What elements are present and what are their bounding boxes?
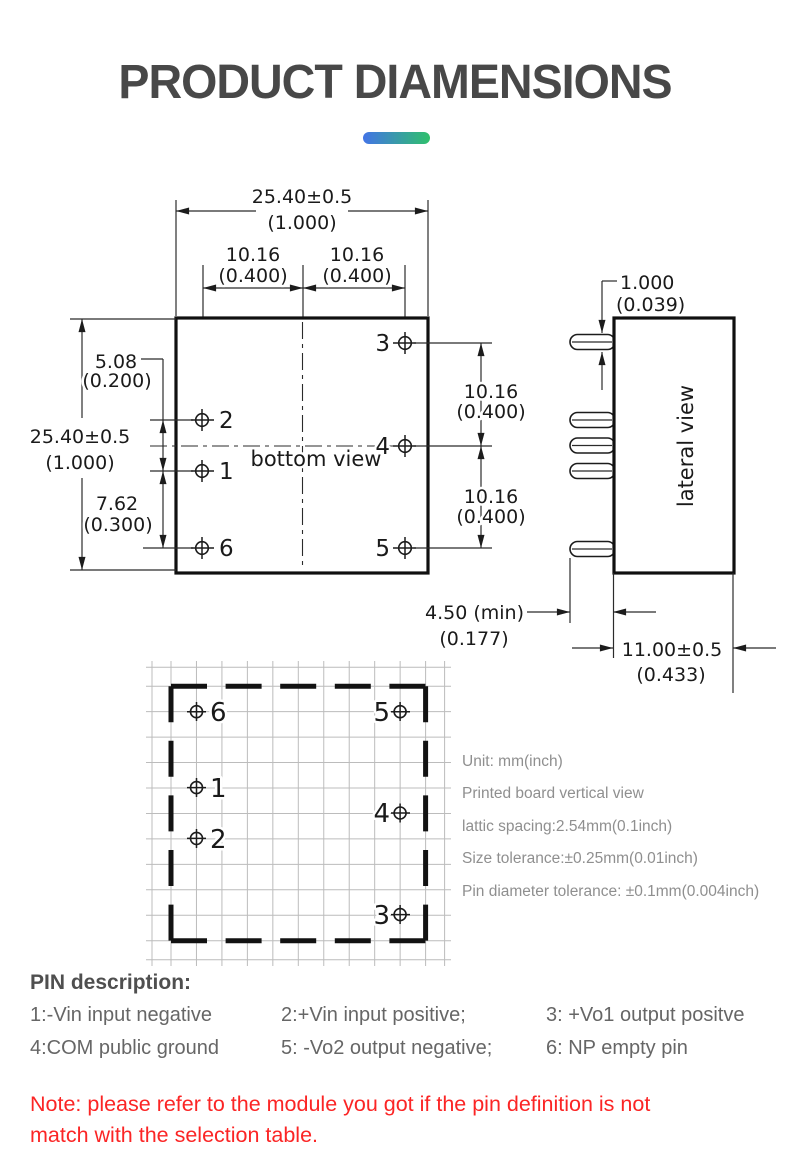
board-pin-6 bbox=[187, 698, 227, 728]
footer-note-line1: Note: please refer to the module you got if the pin definition is not bbox=[30, 1092, 651, 1116]
dim-pin4-pin5-inch: (0.400) bbox=[456, 506, 526, 528]
pin-desc-4: 4:COM public ground bbox=[30, 1037, 219, 1059]
board-pin-4-label: 4 bbox=[373, 799, 390, 829]
note-lattice: lattic spacing:2.54mm(0.1inch) bbox=[462, 817, 673, 835]
dim-height-inch: (1.000) bbox=[45, 452, 115, 474]
dim-pin-length-inch: (0.177) bbox=[439, 628, 509, 650]
bottom-view bbox=[30, 186, 526, 573]
pin-desc-3: 3: +Vo1 output positve bbox=[546, 1004, 745, 1026]
board-pin-1 bbox=[187, 774, 227, 804]
board-pin-5-label: 5 bbox=[373, 698, 390, 728]
dim-pitch-left: 10.16 bbox=[225, 244, 281, 266]
dim-pitch-right-inch: (0.400) bbox=[322, 265, 392, 287]
dim-pin2-pin1: 5.08 bbox=[94, 351, 138, 373]
note-pin-tolerance: Pin diameter tolerance: ±0.1mm(0.004inch) bbox=[462, 882, 760, 900]
pin-2-label: 2 bbox=[219, 408, 234, 434]
dim-pin-thickness: 1.000 bbox=[620, 272, 675, 294]
dim-pin-thickness-inch: (0.039) bbox=[616, 294, 686, 316]
board-pin-2-label: 2 bbox=[210, 825, 227, 855]
dim-pin3-pin4-inch: (0.400) bbox=[456, 401, 526, 423]
dim-width-inch: (1.000) bbox=[267, 212, 337, 234]
pin-1-label: 1 bbox=[219, 459, 234, 485]
board-pin-6-label: 6 bbox=[210, 698, 227, 728]
dim-width: 25.40±0.5 bbox=[251, 186, 353, 208]
pin-desc-1: 1:-Vin input negative bbox=[30, 1004, 212, 1026]
note-size-tolerance: Size tolerance:±0.25mm(0.01inch) bbox=[462, 850, 698, 868]
dim-pin3-pin4: 10.16 bbox=[463, 381, 519, 403]
pin-3-label: 3 bbox=[375, 331, 390, 357]
pin-6-label: 6 bbox=[219, 536, 234, 562]
dim-pitch-left-inch: (0.400) bbox=[218, 265, 288, 287]
pin-description-heading: PIN description: bbox=[30, 971, 192, 994]
pin-description-section bbox=[30, 971, 770, 1060]
dim-pin1-pin6-inch: (0.300) bbox=[83, 514, 153, 536]
pin-desc-5: 5: -Vo2 output negative; bbox=[281, 1037, 493, 1059]
board-pin-5 bbox=[373, 698, 410, 728]
dim-pin1-pin6: 7.62 bbox=[95, 493, 139, 515]
board-view bbox=[146, 661, 451, 966]
lateral-pins bbox=[570, 335, 615, 557]
pin-4-label: 4 bbox=[375, 434, 390, 460]
bottom-view-label: bottom view bbox=[250, 447, 382, 471]
board-notes bbox=[462, 746, 759, 908]
board-pin-3 bbox=[373, 901, 410, 931]
dim-pitch-right: 10.16 bbox=[329, 244, 385, 266]
footer-note-line2: match with the selection table. bbox=[30, 1123, 319, 1147]
dim-depth: 11.00±0.5 bbox=[621, 639, 723, 661]
lateral-view bbox=[425, 272, 776, 693]
board-pin-3-label: 3 bbox=[373, 901, 390, 931]
dim-depth-inch: (0.433) bbox=[636, 664, 706, 686]
page-title: PRODUCT DIAMENSIONS bbox=[118, 56, 672, 109]
footer-warning-note bbox=[30, 1089, 760, 1151]
dim-pin-length: 4.50 (min) bbox=[425, 602, 524, 624]
dim-height: 25.40±0.5 bbox=[29, 426, 131, 448]
dim-pin2-pin1-inch: (0.200) bbox=[82, 370, 152, 392]
pin-5-label: 5 bbox=[375, 536, 390, 562]
board-pin-1-label: 1 bbox=[210, 774, 227, 804]
pin-description-table bbox=[30, 1004, 770, 1060]
pin-desc-2: 2:+Vin input positive; bbox=[281, 1004, 466, 1026]
lateral-view-label: lateral view bbox=[674, 384, 698, 508]
board-pin-4 bbox=[373, 799, 410, 829]
note-view: Printed board vertical view bbox=[462, 785, 644, 803]
dim-pin4-pin5: 10.16 bbox=[463, 486, 519, 508]
note-unit: Unit: mm(inch) bbox=[462, 753, 563, 770]
board-pin-2 bbox=[187, 825, 227, 855]
pin-desc-6: 6: NP empty pin bbox=[546, 1037, 688, 1059]
